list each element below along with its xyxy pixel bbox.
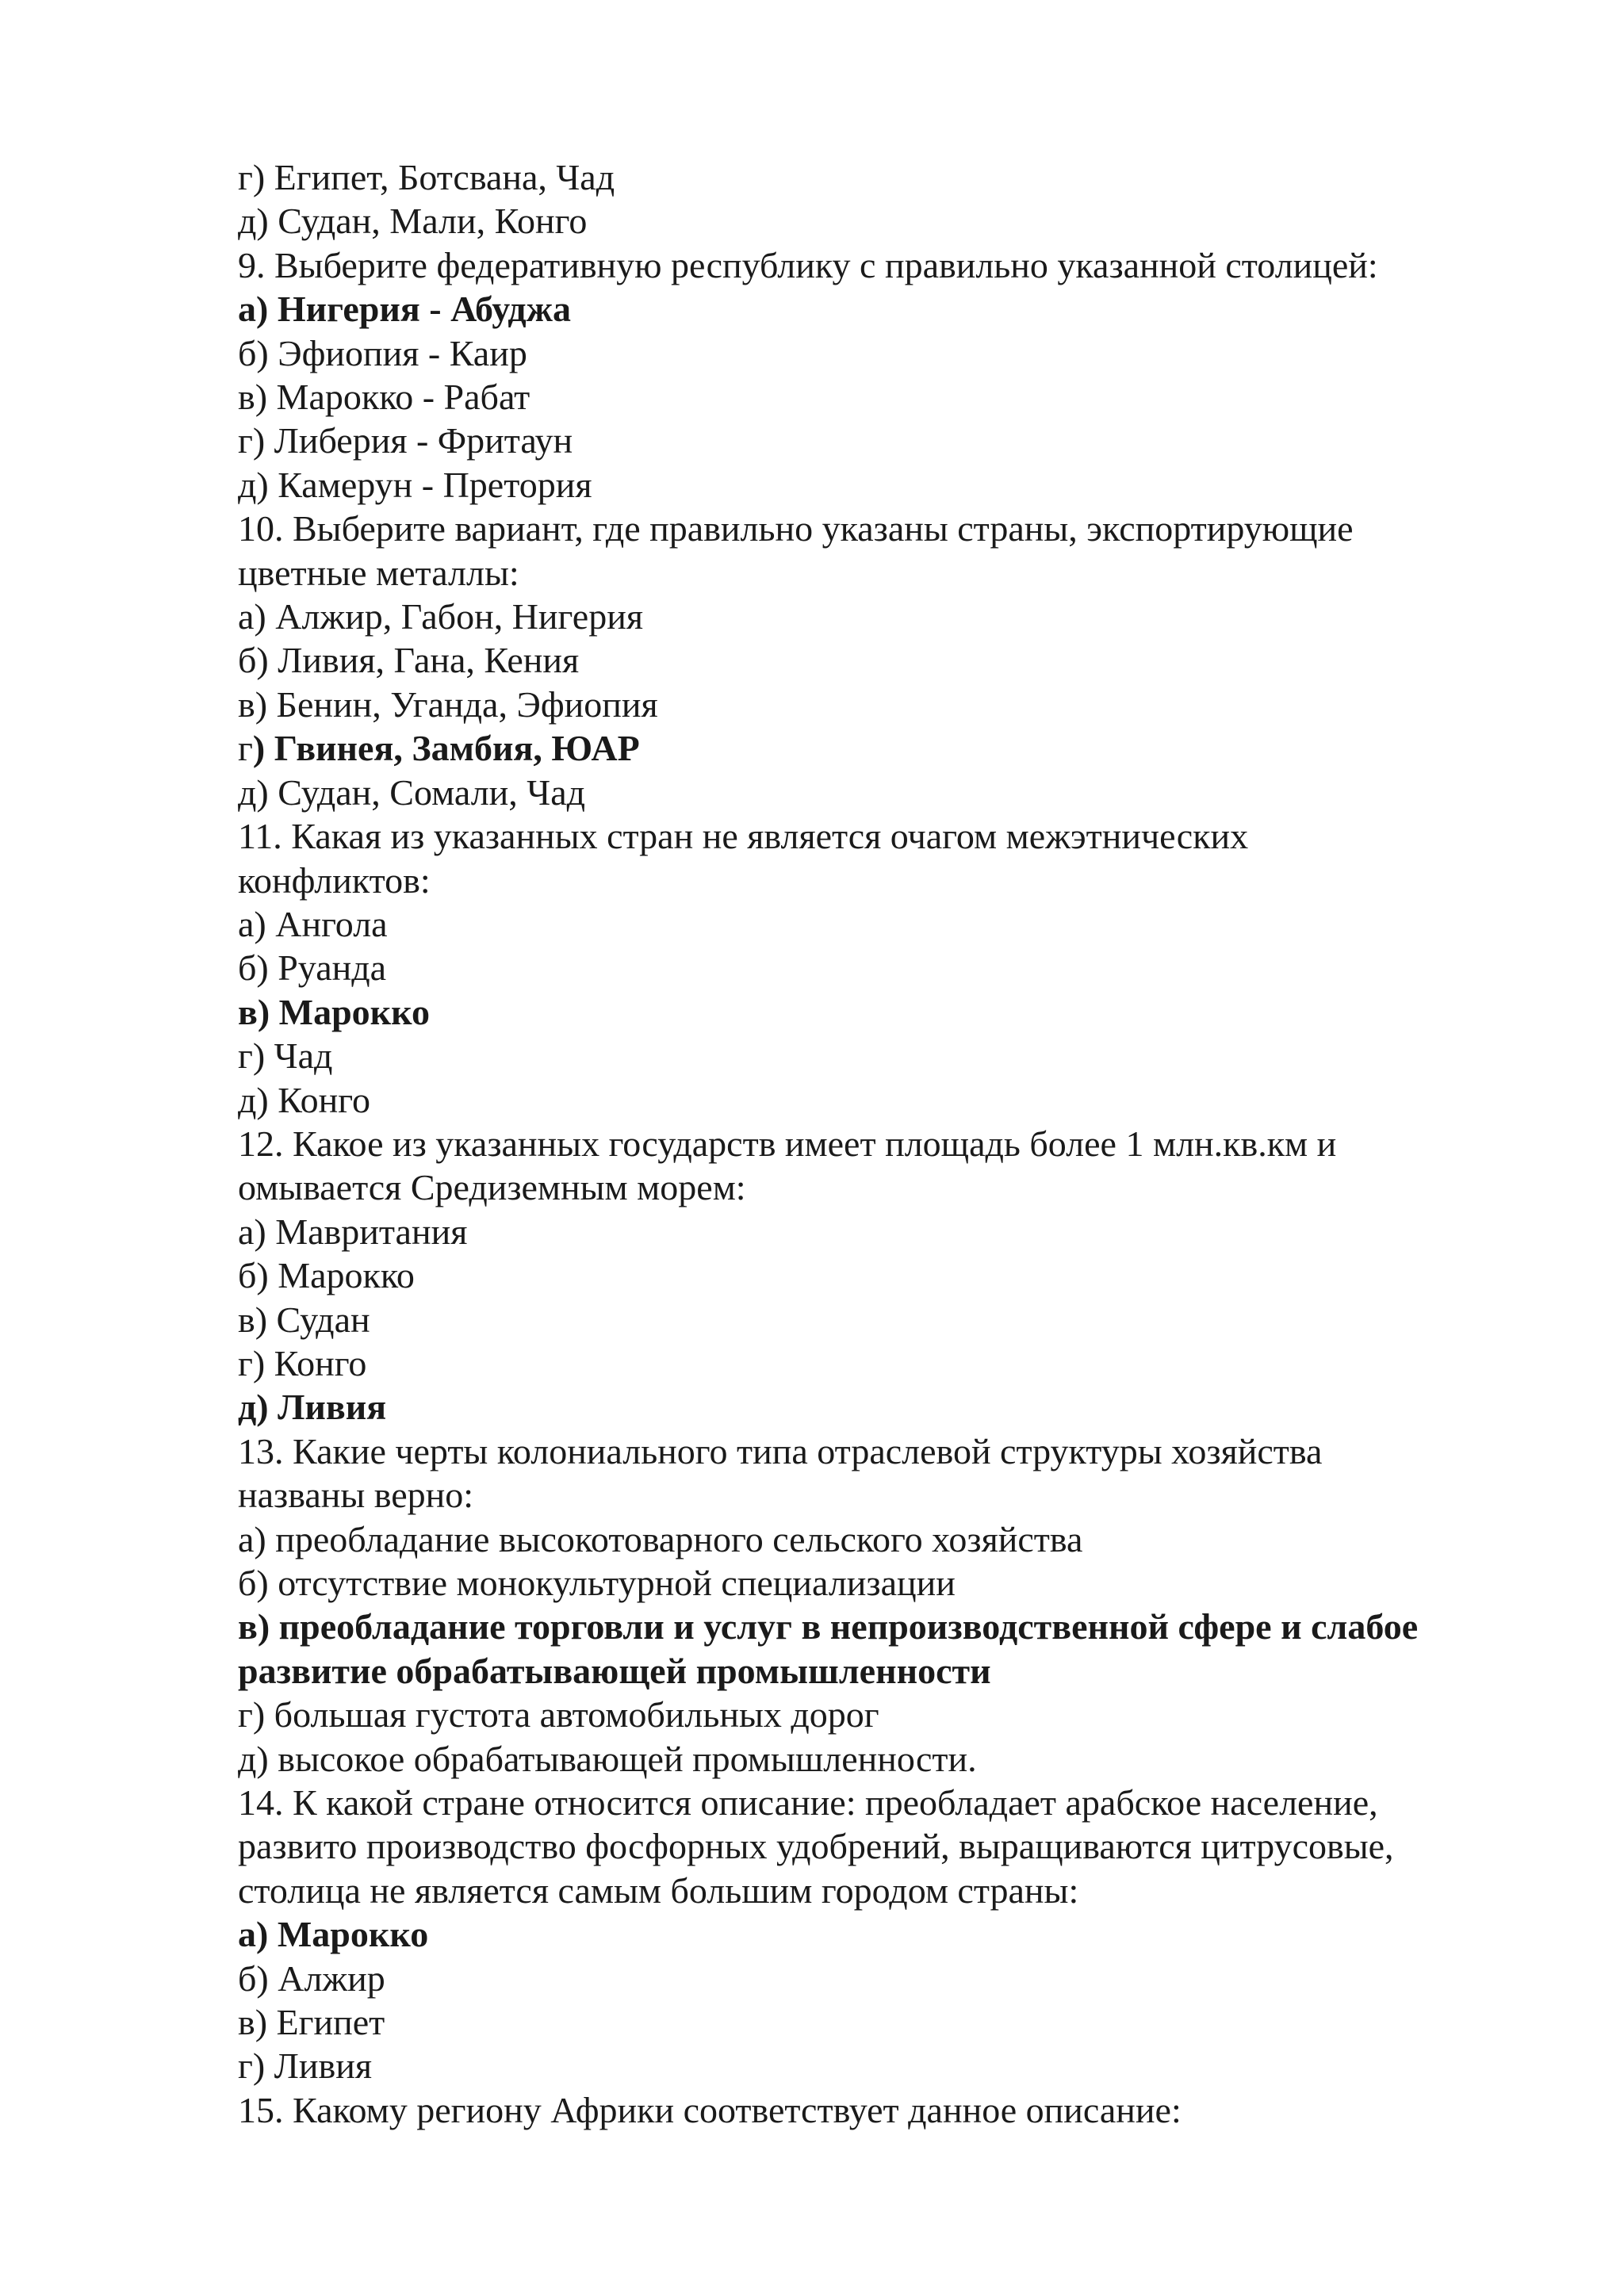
correct-answer: в) Марокко [238, 991, 431, 1032]
answer-option: г) Ливия [238, 2045, 372, 2087]
answer-option: д) Судан, Мали, Конго [238, 201, 588, 242]
question-10: 10. Выберите вариант, где правильно указаны страны, экспортирующие [238, 508, 1354, 549]
question-11-continuation: конфликтов: [238, 859, 431, 901]
answer-option: в) Марокко - Рабат [238, 377, 530, 418]
correct-answer-continuation: развитие обрабатывающей промышленности [238, 1650, 991, 1691]
question-13: 13. Какие черты колониального типа отраслевой структуры хозяйства [238, 1430, 1323, 1471]
question-11: 11. Какая из указанных стран не является очагом межэтнических [238, 816, 1249, 857]
question-12: 12. Какое из указанных государств имеет площадь более 1 млн.кв.км и [238, 1123, 1337, 1164]
answer-option: г) Либерия - Фритаун [238, 420, 573, 461]
correct-answer: а) Нигерия - Абуджа [238, 289, 571, 330]
answer-option: д) Судан, Сомали, Чад [238, 771, 586, 813]
answer-option: б) отсутствие монокультурной специализации [238, 1563, 956, 1603]
question-14-continuation: столица не является самым большим городом страны: [238, 1869, 1079, 1911]
question-14-continuation: развито производство фосфорных удобрений, выращиваются цитрусовые, [238, 1826, 1394, 1867]
answer-option: б) Эфиопия - Каир [238, 332, 527, 373]
answer-option: г) большая густота автомобильных дорог [238, 1694, 879, 1735]
answer-option: б) Марокко [238, 1255, 415, 1296]
answer-option: а) Алжир, Габон, Нигерия [238, 596, 643, 637]
question-14: 14. К какой стране относится описание: преобладает арабское население, [238, 1782, 1378, 1823]
answer-option: г) Конго [238, 1342, 367, 1383]
answer-option: д) Камерун - Претория [238, 464, 592, 505]
answer-option: в) Бенин, Уганда, Эфиопия [238, 683, 658, 725]
answer-option: б) Ливия, Гана, Кения [238, 640, 580, 681]
question-15: 15. Какому региону Африки соответствует данное описание: [238, 2089, 1182, 2130]
question-12-continuation: омывается Средиземным морем: [238, 1167, 746, 1208]
question-13-continuation: названы верно: [238, 1475, 474, 1516]
answer-option: в) Судан [238, 1299, 370, 1340]
answer-option: а) преобладание высокотоварного сельского хозяйства [238, 1518, 1083, 1559]
correct-answer: д) Ливия [238, 1387, 387, 1428]
question-9: 9. Выберите федеративную республику с правильно указанной столицей: [238, 244, 1378, 285]
question-10-continuation: цветные металлы: [238, 552, 519, 593]
correct-answer: а) Марокко [238, 1914, 429, 1955]
answer-option: б) Алжир [238, 1957, 385, 1999]
correct-answer: в) преобладание торговли и услуг в непроизводственной сфере и слабое [238, 1606, 1419, 1647]
answer-option: а) Ангола [238, 903, 388, 944]
answer-option: а) Мавритания [238, 1211, 468, 1252]
answer-option: г) Чад [238, 1035, 333, 1077]
answer-option: г) Египет, Ботсвана, Чад [238, 157, 615, 197]
document-page [238, 155, 1554, 2132]
answer-option: в) Египет [238, 2002, 385, 2043]
answer-option: б) Руанда [238, 947, 387, 989]
answer-option: д) Конго [238, 1079, 370, 1120]
correct-answer: г) Гвинея, Замбия, ЮАР [238, 728, 640, 769]
answer-option: д) высокое обрабатывающей промышленности. [238, 1738, 977, 1779]
